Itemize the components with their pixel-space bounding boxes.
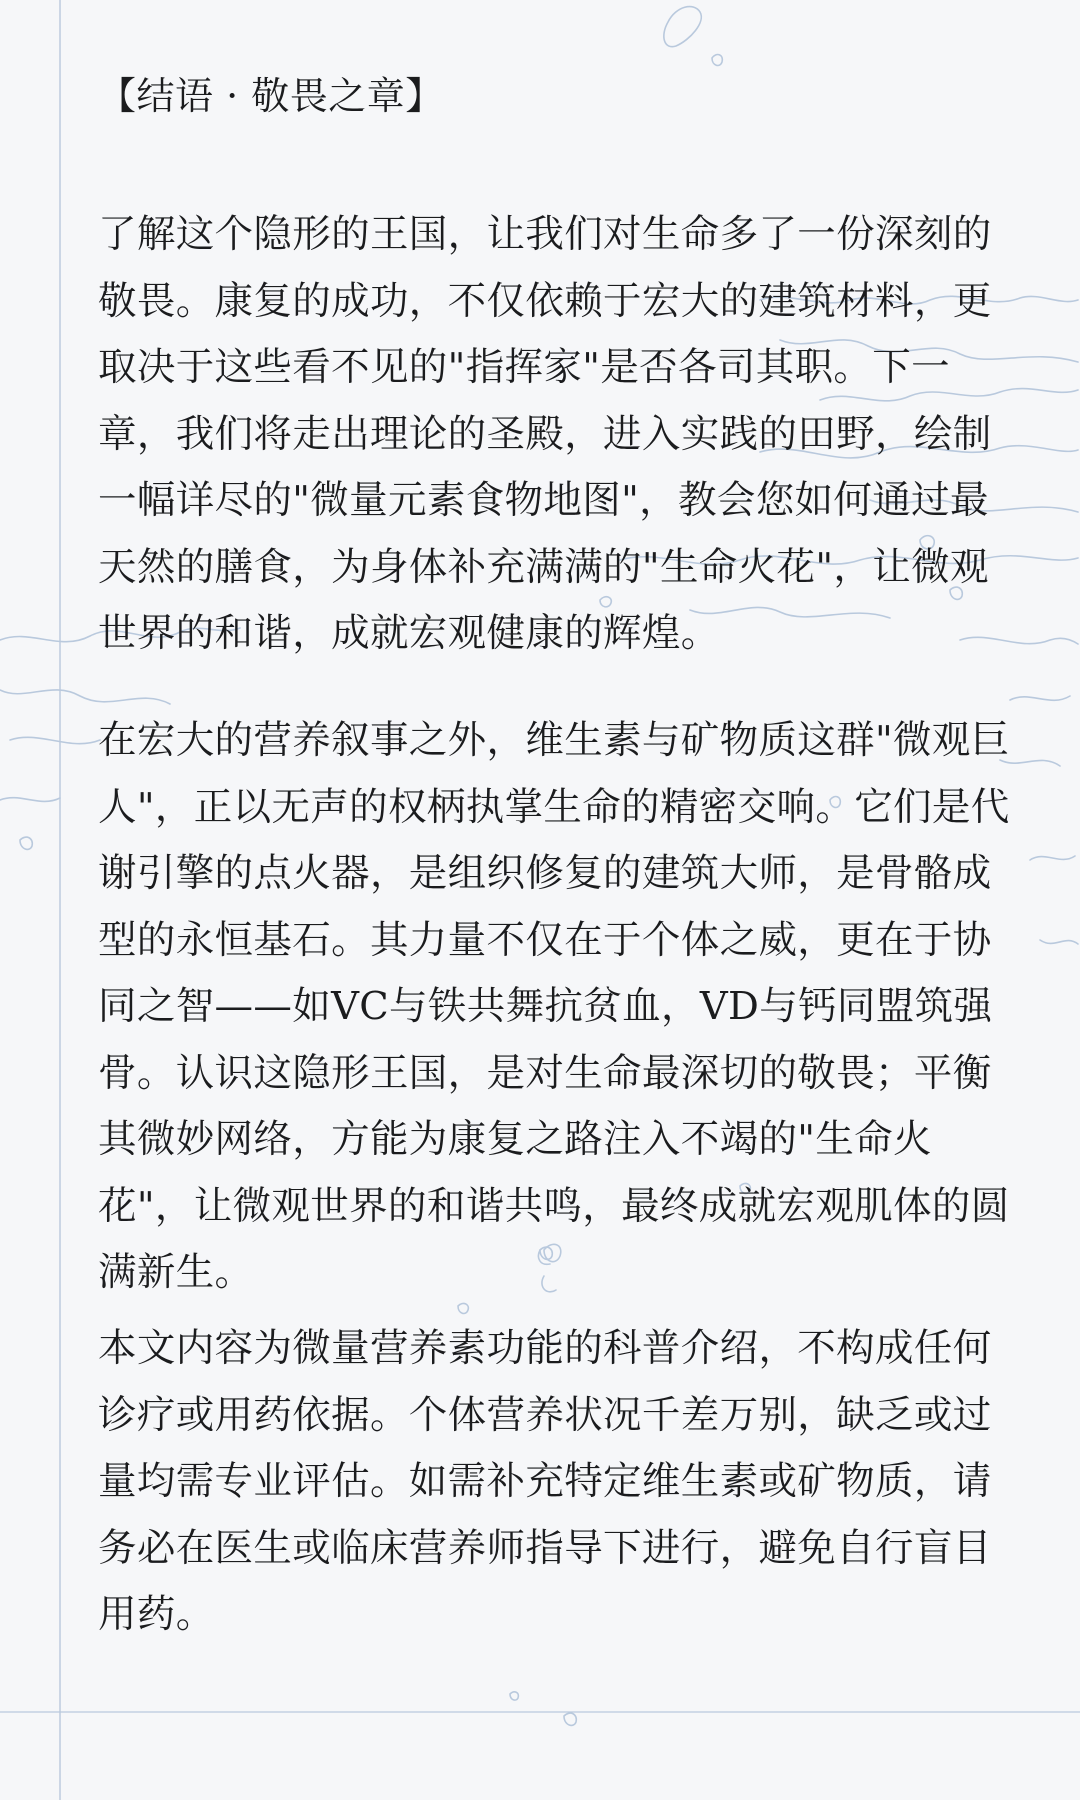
chapter-title: 【结语 · 敬畏之章】 [98, 74, 444, 118]
summary-paragraph: 在宏大的营养叙事之外，维生素与矿物质这群"微观巨人"，正以无声的权柄执掌生命的精密交响。它们是代谢引擎的点火器，是组织修复的建筑大师，是骨骼成型的永恒基石。其力量不仅在于个体之威，更在于协同之智——如VC与铁共舞抗贫血，VD与钙同盟筑强骨。认识这隐形王国，是对生命最深切的敬畏；平衡其微妙网络，方能为康复之路注入不竭的"生命火花"，让微观世界的和谐共鸣，最终成就宏观肌体的圆满新生。 [98, 718, 1010, 1295]
conclusion-paragraph: 了解这个隐形的王国，让我们对生命多了一份深刻的敬畏。康复的成功，不仅依赖于宏大的建筑材料，更取决于这些看不见的"指挥家"是否各司其职。下一章，我们将走出理论的圣殿，进入实践的田野，绘制一幅详尽的"微量元素食物地图"，教会您如何通过最天然的膳食，为身体补充满满的"生命火花"，让微观世界的和谐，成就宏观健康的辉煌。 [98, 212, 992, 656]
disclaimer-paragraph: 本文内容为微量营养素功能的科普介绍，不构成任何诊疗或用药依据。个体营养状况千差万别，缺乏或过量均需专业评估。如需补充特定维生素或矿物质，请务必在医生或临床营养师指导下进行，避免自行盲目用药。 [98, 1326, 992, 1637]
